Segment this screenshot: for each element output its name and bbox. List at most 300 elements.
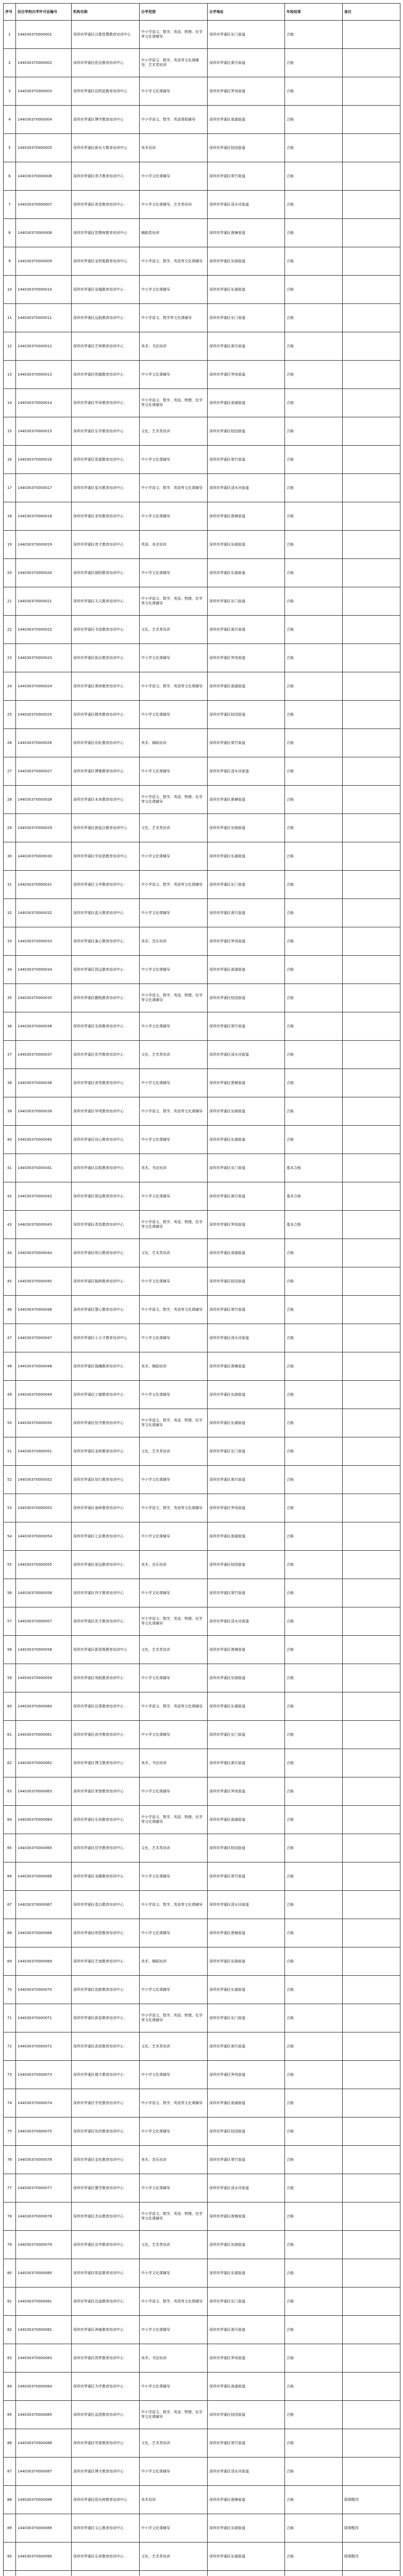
cell-result: 合格 [285, 191, 343, 219]
cell-seq: 77 [4, 2174, 16, 2202]
table-row [4, 1069, 400, 1097]
cell-license: 144030370000082 [16, 2316, 72, 2344]
cell-result: 合格 [285, 2514, 343, 2543]
cell-result: 合格 [285, 1381, 343, 1409]
cell-result: 合格 [285, 1126, 343, 1154]
cell-seq: 21 [4, 587, 16, 616]
cell-scope: 中小学文化课辅导 [140, 502, 208, 531]
cell-license: 144030370000016 [16, 446, 72, 474]
cell-seq: 27 [4, 757, 16, 786]
table-row [4, 1636, 400, 1664]
cell-scope: 中小学语文、数学、英语等文化课辅导 [140, 1891, 208, 1919]
cell-note [343, 786, 400, 814]
cell-result: 合格 [285, 729, 343, 757]
cell-result: 合格 [285, 927, 343, 956]
cell-scope: 美术、音乐培训 [140, 2146, 208, 2174]
cell-result: 合格 [285, 2146, 343, 2174]
cell-seq: 11 [4, 304, 16, 332]
cell-seq: 46 [4, 1296, 16, 1324]
cell-name: 深圳市罗湖区智慧树教育培训中心 [72, 219, 140, 247]
cell-note [343, 1522, 400, 1551]
cell-name: 深圳市罗湖区慧心教育培训中心 [72, 1296, 140, 1324]
table-row [4, 502, 400, 531]
cell-scope: 中小学语文、数学、英语、物理、化学等文化课辅导 [140, 389, 208, 417]
cell-scope: 美术、舞蹈培训 [140, 1947, 208, 1976]
cell-scope: 中小学文化课辅导 [140, 1466, 208, 1494]
cell-scope: 文化、艺术类培训 [140, 1239, 208, 1267]
cell-name: 深圳市罗湖区博文教育培训中心 [72, 1749, 140, 1777]
table-row [4, 474, 400, 502]
cell-scope: 中小学语文、数学、英语、物理、化学等文化课辅导 [140, 1211, 208, 1239]
cell-result: 合格 [285, 502, 343, 531]
table-row [4, 1097, 400, 1126]
cell-result: 合格 [285, 2429, 343, 2458]
cell-address: 深圳市罗湖区清水河街道 [208, 2174, 285, 2202]
cell-address: 深圳市罗湖区东门街道 [208, 587, 285, 616]
cell-scope: 中小学语文、数学、英语、物理、化学等文化课辅导 [140, 2202, 208, 2231]
cell-seq: 72 [4, 2032, 16, 2061]
cell-scope: 中小学文化课辅导，艺术类培训 [140, 191, 208, 219]
cell-name: 深圳市罗湖区阳光树教育培训中心 [72, 2486, 140, 2514]
table-row [4, 672, 400, 701]
cell-address: 深圳市罗湖区笋岗街道 [208, 361, 285, 389]
cell-result [285, 2571, 343, 2576]
cell-seq: 2 [4, 49, 16, 77]
cell-result: 合格 [285, 1097, 343, 1126]
cell-note [343, 162, 400, 191]
cell-note [343, 956, 400, 984]
cell-name: 深圳市罗湖区精英教育培训中心 [72, 701, 140, 729]
cell-scope: 中小学文化课辅导 [140, 2174, 208, 2202]
cell-scope: 美术培训 [140, 134, 208, 162]
cell-note [343, 1806, 400, 1834]
cell-scope: 中小学文化课辅导 [140, 2372, 208, 2401]
cell-seq: 24 [4, 672, 16, 701]
cell-address: 深圳市罗湖区东门街道 [208, 2004, 285, 2032]
cell-note [343, 701, 400, 729]
cell-note [343, 2259, 400, 2287]
cell-result: 合格 [285, 1579, 343, 1607]
cell-license: 144030370000060 [16, 1692, 72, 1721]
cell-address: 深圳市罗湖区莲塘街道 [208, 2486, 285, 2514]
table-row [4, 417, 400, 446]
cell-note [343, 1862, 400, 1891]
cell-note [343, 1551, 400, 1579]
table-row [4, 899, 400, 927]
table-row [4, 1919, 400, 1947]
cell-license: 144030370000084 [16, 2372, 72, 2401]
cell-name: 深圳市罗湖区朝阳教育培训中心 [72, 559, 140, 587]
cell-address: 深圳市罗湖区黄贝街道 [208, 2032, 285, 2061]
table-row [4, 2316, 400, 2344]
cell-name: 深圳市罗湖区乐学教育培训中心 [72, 417, 140, 446]
table-row [4, 1551, 400, 1579]
cell-address: 深圳市罗湖区莲塘街道 [208, 2202, 285, 2231]
table-row [4, 2514, 400, 2543]
cell-seq: 76 [4, 2146, 16, 2174]
cell-address: 深圳市罗湖区黄贝街道 [208, 616, 285, 644]
cell-name: 深圳市罗湖区龙腾教育培训中心 [72, 1862, 140, 1891]
cell-address: 深圳市罗湖区东晓街道 [208, 2514, 285, 2543]
cell-result: 合格 [285, 1777, 343, 1806]
table-row [4, 21, 400, 49]
cell-address: 深圳市罗湖区莲塘街道 [208, 1352, 285, 1381]
cell-scope: 中小学文化课辅导 [140, 1976, 208, 2004]
cell-address: 深圳市罗湖区黄贝街道 [208, 1182, 285, 1211]
cell-seq: 74 [4, 2089, 16, 2117]
cell-note [343, 2458, 400, 2486]
cell-note [343, 49, 400, 77]
cell-license: 144030370000052 [16, 1466, 72, 1494]
cell-result: 合格 [285, 2202, 343, 2231]
cell-license: 144030370000073 [16, 2061, 72, 2089]
cell-note [343, 134, 400, 162]
cell-name: 深圳市罗湖区新思维教育培训中心 [72, 1636, 140, 1664]
cell-name: 深圳市罗湖区高思教育培训中心 [72, 2032, 140, 2061]
cell-license: 144030370000071 [16, 2004, 72, 2032]
cell-scope: 中小学文化课辅导 [140, 1012, 208, 1041]
cell-result: 合格 [285, 1239, 343, 1267]
cell-result: 合格 [285, 134, 343, 162]
table-row [4, 587, 400, 616]
cell-note [343, 1012, 400, 1041]
table-row [4, 1579, 400, 1607]
cell-scope: 中小学文化课辅导 [140, 2458, 208, 2486]
cell-seq: 51 [4, 1437, 16, 1466]
table-row [4, 2202, 400, 2231]
cell-scope: 中小学文化课辅导 [140, 899, 208, 927]
cell-scope: 美术、书法培训 [140, 1749, 208, 1777]
cell-name: 深圳市罗湖区启航教育培训中心 [72, 1154, 140, 1182]
cell-note [343, 1239, 400, 1267]
cell-address: 深圳市罗湖区桂园街道 [208, 984, 285, 1012]
table-row [4, 1664, 400, 1692]
cell-note [343, 984, 400, 1012]
cell-license: 144030370000038 [16, 1069, 72, 1097]
table-row [4, 361, 400, 389]
cell-name: 深圳市罗湖区翰林教育培训中心 [72, 1267, 140, 1296]
cell-note [343, 1296, 400, 1324]
cell-license: 144030370000083 [16, 2344, 72, 2372]
cell-scope: 中小学语文、数学、英语等文化课辅导 [140, 1296, 208, 1324]
cell-note [343, 1834, 400, 1862]
cell-name: 深圳市罗湖区新起点教育培训中心 [72, 814, 140, 842]
cell-note [343, 1267, 400, 1296]
cell-license: 144030370000063 [16, 1777, 72, 1806]
cell-note [343, 1041, 400, 1069]
table-row [4, 644, 400, 672]
cell-note [343, 1352, 400, 1381]
cell-license: 144030370000017 [16, 474, 72, 502]
cell-scope: 中小学文化课辅导 [140, 2117, 208, 2146]
cell-result: 合格 [285, 1834, 343, 1862]
cell-address: 深圳市罗湖区东湖街道 [208, 2543, 285, 2571]
cell-result: 合格 [285, 1352, 343, 1381]
cell-address: 深圳市罗湖区清水河街道 [208, 1891, 285, 1919]
cell-note [343, 417, 400, 446]
cell-note [343, 1692, 400, 1721]
cell-address: 深圳市罗湖区莲塘街道 [208, 502, 285, 531]
cell-seq: 41 [4, 1154, 16, 1182]
cell-result: 合格 [285, 2458, 343, 2486]
cell-scope: 中小学文化课辅导 [140, 1324, 208, 1352]
cell-license: 144030370000012 [16, 332, 72, 361]
cell-address: 深圳市罗湖区东门街道 [208, 2287, 285, 2316]
cell-address: 深圳市罗湖区南湖街道 [208, 672, 285, 701]
cell-license: 144030370000036 [16, 1012, 72, 1041]
cell-scope: 中小学语文、数学、英语课程辅导 [140, 106, 208, 134]
cell-result: 合格 [285, 616, 343, 644]
header-license: 民办学校办学许可证编号 [16, 4, 72, 21]
cell-result: 合格 [285, 531, 343, 559]
cell-note [343, 446, 400, 474]
cell-result: 合格 [285, 1947, 343, 1976]
header-address: 办学地址 [208, 4, 285, 21]
table-row [4, 1834, 400, 1862]
table-row [4, 134, 400, 162]
cell-name: 深圳市罗湖区荣誉教育培训中心 [72, 1777, 140, 1806]
cell-note [343, 191, 400, 219]
cell-license: 144030370000009 [16, 247, 72, 276]
cell-result: 合格 [285, 2543, 343, 2571]
cell-address: 深圳市罗湖区清水河街道 [208, 1607, 285, 1636]
header-seq: 序号 [4, 4, 16, 21]
cell-license: 144030370000050 [16, 1409, 72, 1437]
cell-address: 深圳市罗湖区东湖街道 [208, 1126, 285, 1154]
cell-scope: 中小学文化课辅导 [140, 2514, 208, 2543]
cell-license: 144030370000018 [16, 502, 72, 531]
cell-license: 144030370000086 [16, 2429, 72, 2458]
cell-name: 深圳市罗湖区金色教育培训中心 [72, 2146, 140, 2174]
cell-result: 合格 [285, 162, 343, 191]
cell-name: 深圳市罗湖区文华教育培训中心 [72, 871, 140, 899]
table-row [4, 1352, 400, 1381]
cell-result: 合格 [285, 786, 343, 814]
cell-name: 深圳市罗湖区博雅教育培训中心 [72, 757, 140, 786]
cell-address: 深圳市罗湖区东晓街道 [208, 2231, 285, 2259]
cell-name: 深圳市罗湖区蓝天教育培训中心 [72, 899, 140, 927]
table-row [4, 2259, 400, 2287]
cell-name: 深圳市罗湖区为学教育培训中心 [72, 2372, 140, 2401]
cell-note [343, 2117, 400, 2146]
cell-result: 合格 [285, 1721, 343, 1749]
cell-note [343, 1664, 400, 1692]
cell-address: 深圳市罗湖区黄贝街道 [208, 899, 285, 927]
table-row [4, 1041, 400, 1069]
cell-seq: 43 [4, 1211, 16, 1239]
cell-note [343, 1777, 400, 1806]
cell-address: 深圳市罗湖区莲塘街道 [208, 1636, 285, 1664]
cell-name: 深圳市罗湖区鹏程教育培训中心 [72, 984, 140, 1012]
table-row [4, 1267, 400, 1296]
cell-result: 合格 [285, 1522, 343, 1551]
cell-scope: 中小学文化课辅导 [140, 446, 208, 474]
cell-result: 合格 [285, 1296, 343, 1324]
cell-seq: 25 [4, 701, 16, 729]
cell-seq: 19 [4, 531, 16, 559]
cell-seq: 87 [4, 2458, 16, 2486]
cell-license: 144030370000051 [16, 1437, 72, 1466]
cell-name: 深圳市罗湖区优才教育培训中心 [72, 1607, 140, 1636]
cell-seq: 7 [4, 191, 16, 219]
cell-scope: 中小学语文、数学、英语、物理、化学等文化课辅导 [140, 1806, 208, 1834]
cell-result: 合格 [285, 2231, 343, 2259]
cell-name: 深圳市罗湖区明德教育培训中心 [72, 361, 140, 389]
cell-seq: 28 [4, 786, 16, 814]
cell-note [343, 474, 400, 502]
cell-license: 144030370000021 [16, 587, 72, 616]
table-row [4, 1437, 400, 1466]
cell-result: 基本合格 [285, 1182, 343, 1211]
cell-address: 深圳市罗湖区东晓街道 [208, 1664, 285, 1692]
cell-address: 深圳市罗湖区桂园街道 [208, 2401, 285, 2429]
cell-name: 深圳市罗湖区华章教育培训中心 [72, 389, 140, 417]
cell-name: 深圳市罗湖区壹点教育培训中心 [72, 1891, 140, 1919]
cell-license: 144030370000033 [16, 927, 72, 956]
cell-seq: 69 [4, 1947, 16, 1976]
cell-license: 144030370000027 [16, 757, 72, 786]
cell-result: 合格 [285, 474, 343, 502]
cell-name: 深圳市罗湖区英才教育培训中心 [72, 162, 140, 191]
cell-note [343, 2231, 400, 2259]
cell-address: 深圳市罗湖区东门街道 [208, 1154, 285, 1182]
cell-scope: 文化、艺术类培训 [140, 2032, 208, 2061]
table-row [4, 842, 400, 871]
cell-name [72, 2571, 140, 2576]
cell-name: 深圳市罗湖区致远教育培训中心 [72, 956, 140, 984]
cell-seq: 20 [4, 559, 16, 587]
cell-address: 深圳市罗湖区桂园街道 [208, 134, 285, 162]
cell-scope: 文化、艺术类培训 [140, 1437, 208, 1466]
table-row [4, 1239, 400, 1267]
cell-license: 144030370000068 [16, 1919, 72, 1947]
cell-license: 144030370000072 [16, 2032, 72, 2061]
table-row [4, 616, 400, 644]
table-row [4, 332, 400, 361]
table-row [4, 956, 400, 984]
cell-result: 合格 [285, 1012, 343, 1041]
cell-scope: 中小学文化课辅导 [140, 701, 208, 729]
table-row [4, 389, 400, 417]
table-row [4, 2004, 400, 2032]
cell-note: 限期整改 [343, 2514, 400, 2543]
cell-address: 深圳市罗湖区清水河街道 [208, 2458, 285, 2486]
cell-seq: 16 [4, 446, 16, 474]
cell-scope: 美术、书法培训 [140, 1154, 208, 1182]
cell-note [343, 276, 400, 304]
cell-seq: 50 [4, 1409, 16, 1437]
cell-note [343, 1466, 400, 1494]
cell-seq: 42 [4, 1182, 16, 1211]
cell-note [343, 2004, 400, 2032]
cell-scope: 中小学语文、数学、英语、物理、化学等文化课辅导 [140, 587, 208, 616]
cell-scope: 英语、美术培训 [140, 531, 208, 559]
cell-name: 深圳市罗湖区春晖教育培训中心 [72, 1494, 140, 1522]
cell-scope: 中小学语文、数学、英语等文化课辅导 [140, 672, 208, 701]
table-row [4, 2146, 400, 2174]
cell-address: 深圳市罗湖区笋岗街道 [208, 1211, 285, 1239]
cell-license: 144030370000075 [16, 2117, 72, 2146]
cell-result: 合格 [285, 2117, 343, 2146]
cell-scope: 中小学语文、数学、英语等文化课辅导 [140, 1097, 208, 1126]
cell-note [343, 899, 400, 927]
cell-note [343, 1636, 400, 1664]
cell-name: 深圳市罗湖区立德教育培训中心 [72, 1381, 140, 1409]
cell-result: 合格 [285, 77, 343, 106]
cell-seq: 67 [4, 1891, 16, 1919]
cell-scope: 中小学语文、数学、英语、物理、化学等文化课辅导 [140, 786, 208, 814]
cell-note [343, 389, 400, 417]
cell-name: 深圳市罗湖区育苗教育培训中心 [72, 191, 140, 219]
cell-note [343, 2316, 400, 2344]
cell-name: 深圳市罗湖区同心教育培训中心 [72, 1126, 140, 1154]
cell-license: 144030370000008 [16, 219, 72, 247]
cell-note [343, 1437, 400, 1466]
cell-name: 深圳市罗湖区学优教育培训中心 [72, 2089, 140, 2117]
table-header [4, 4, 400, 21]
cell-result: 合格 [285, 332, 343, 361]
cell-note [343, 1721, 400, 1749]
cell-seq: 18 [4, 502, 16, 531]
cell-scope: 中小学语文、数学、英语等文化课辅导 [140, 2089, 208, 2117]
cell-seq: 79 [4, 2231, 16, 2259]
cell-name: 深圳市罗湖区明日教育培训中心 [72, 1239, 140, 1267]
cell-license: 144030370000053 [16, 1494, 72, 1522]
cell-scope: 中小学文化课辅导 [140, 956, 208, 984]
cell-scope: 中小学语文、数学、英语、物理、化学等文化课辅导 [140, 1409, 208, 1437]
cell-name: 深圳市罗湖区新星教育培训中心 [72, 2004, 140, 2032]
cell-result: 基本合格 [285, 1211, 343, 1239]
table-row [4, 1381, 400, 1409]
cell-scope: 文化、艺术类培训 [140, 616, 208, 644]
cell-license: 144030370000023 [16, 644, 72, 672]
table-row [4, 2401, 400, 2429]
cell-note [343, 1069, 400, 1097]
table-row [4, 1126, 400, 1154]
cell-scope: 中小学文化课辅导 [140, 1862, 208, 1891]
cell-name: 深圳市罗湖区百教智慧教育培训中心 [72, 21, 140, 49]
cell-name: 深圳市罗湖区尚学教育培训中心 [72, 1721, 140, 1749]
cell-note [343, 2146, 400, 2174]
cell-seq: 3 [4, 77, 16, 106]
cell-license: 144030370000005 [16, 134, 72, 162]
table-row [4, 1324, 400, 1352]
cell-scope: 中小学文化课辅导 [140, 644, 208, 672]
cell-note [343, 672, 400, 701]
cell-name: 深圳市罗湖区启迪教育培训中心 [72, 2287, 140, 2316]
cell-name: 深圳市罗湖区乐育教育培训中心 [72, 2543, 140, 2571]
cell-note [343, 2344, 400, 2372]
cell-name: 深圳市罗湖区筑梦教育培训中心 [72, 2344, 140, 2372]
table-row [4, 1296, 400, 1324]
cell-name: 深圳市罗湖区星光教育培训中心 [72, 474, 140, 502]
table-row [4, 2543, 400, 2571]
cell-scope: 中小学文化课辅导 [140, 1182, 208, 1211]
cell-name: 深圳市罗湖区天天教育培训中心 [72, 587, 140, 616]
cell-name: 深圳市罗湖区思远教育培训中心 [72, 1551, 140, 1579]
cell-name: 深圳市罗湖区金钥匙教育培训中心 [72, 247, 140, 276]
cell-name: 深圳市罗湖区知行教育培训中心 [72, 1466, 140, 1494]
cell-note [343, 1381, 400, 1409]
cell-address: 深圳市罗湖区东门街道 [208, 1721, 285, 1749]
cell-result: 合格 [285, 417, 343, 446]
cell-name: 深圳市罗湖区创新教育培训中心 [72, 1976, 140, 2004]
cell-license: 144030370000037 [16, 1041, 72, 1069]
cell-note [343, 871, 400, 899]
cell-result: 合格 [285, 2372, 343, 2401]
cell-result: 合格 [285, 304, 343, 332]
cell-seq: 58 [4, 1636, 16, 1664]
